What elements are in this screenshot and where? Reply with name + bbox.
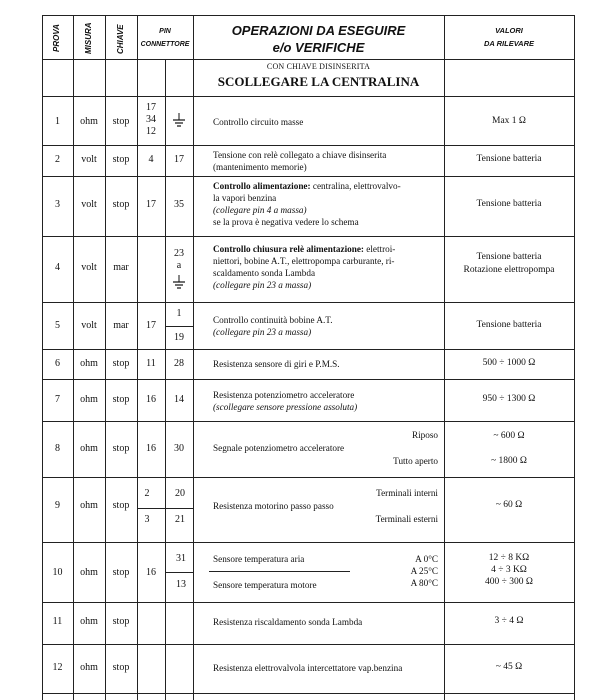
row-value: ~ 600 Ω	[493, 431, 525, 441]
description-line	[213, 279, 395, 291]
row-value: Tensione batteria	[476, 320, 542, 330]
row-description: Resistenza riscaldamento sonda Lambda	[213, 617, 363, 627]
row-misura: ohm	[80, 358, 98, 369]
row-description	[213, 243, 395, 291]
row-number: 6	[55, 358, 60, 369]
row-description	[213, 389, 357, 413]
row-value: 3 ÷ 4 Ω	[494, 616, 524, 626]
temperature-value: A 0°C	[415, 554, 438, 564]
grid-line	[42, 421, 575, 422]
row-description	[213, 314, 333, 338]
row-number: 12	[52, 662, 63, 673]
ground-symbol-icon	[172, 275, 186, 291]
grid-line	[42, 693, 575, 694]
description-line: scaldamento sonda Lambda	[213, 268, 316, 278]
row-value: ~ 1800 Ω	[491, 456, 527, 466]
description-italic: (collegare pin 4 a massa)	[213, 205, 307, 215]
row-number: 2	[55, 154, 60, 165]
row-pin-b: 30	[174, 443, 184, 454]
row-number: 9	[55, 500, 60, 511]
row-value: Max 1 Ω	[492, 116, 526, 126]
row-description: Resistenza motorino passo passo	[213, 501, 334, 511]
grid-line	[42, 349, 575, 350]
row-chiave: stop	[112, 154, 130, 165]
row-pin-a: 17	[146, 199, 156, 210]
row-chiave: stop	[112, 116, 130, 127]
grid-line	[42, 236, 575, 237]
row-pin-a: 4	[148, 154, 154, 165]
grid-line	[209, 571, 350, 572]
description-line: niettori, bobine A.T., elettropompa carburante, ri-	[213, 256, 395, 266]
row-pin-a: 2	[144, 488, 150, 499]
row-description: Resistenza sensore di giri e P.M.S.	[213, 359, 340, 369]
row-description: Sensore temperatura aria	[213, 554, 305, 564]
row-value: ~ 45 Ω	[495, 662, 523, 672]
value-line: 12 ÷ 8 KΩ	[488, 553, 530, 563]
grid-line	[42, 602, 575, 603]
row-pin-b: 28	[174, 358, 184, 369]
grid-line	[42, 15, 575, 16]
row-pin-b: 14	[174, 394, 184, 405]
row-number: 3	[55, 199, 60, 210]
grid-line	[42, 176, 575, 177]
description-line: la vapori benzina	[213, 193, 277, 203]
grid-line	[165, 572, 193, 573]
row-pin-b: 31	[176, 553, 186, 564]
description-bold: Controllo chiusura relè alimentazione:	[213, 244, 364, 254]
row-description: Controllo circuito masse	[213, 117, 304, 127]
row-misura: volt	[81, 199, 97, 210]
header-operazioni	[193, 22, 444, 56]
row-chiave: mar	[113, 320, 129, 331]
description-line: Resistenza potenziometro acceleratore	[213, 390, 355, 400]
description-italic: (collegare pin 23 a massa)	[213, 280, 312, 290]
description-italic: (scollegare sensore pressione assoluta)	[213, 402, 358, 412]
row-misura: volt	[81, 320, 97, 331]
header-chiave: CHIAVE	[116, 24, 125, 54]
row-description: Sensore temperatura motore	[213, 580, 317, 590]
row-chiave: stop	[112, 662, 130, 673]
row-number: 1	[55, 116, 60, 127]
intro-subtitle: CON CHIAVE DISINSERITA	[266, 62, 371, 71]
row-chiave: stop	[112, 358, 130, 369]
pin-value: a	[176, 260, 182, 271]
grid-line	[574, 15, 575, 700]
grid-line	[42, 145, 575, 146]
grid-line	[42, 59, 575, 60]
header-pin	[137, 25, 193, 51]
value-line: 400 ÷ 300 Ω	[485, 577, 533, 587]
value-line: 4 ÷ 3 KΩ	[491, 565, 527, 575]
row-chiave: stop	[112, 443, 130, 454]
temperature-value: A 25°C	[410, 566, 438, 576]
row-subcondition: Riposo	[411, 430, 438, 440]
row-chiave: stop	[112, 616, 130, 627]
row-description	[213, 149, 386, 173]
row-pin-b: 17	[174, 154, 184, 165]
description-line	[213, 204, 401, 216]
row-misura: volt	[81, 262, 97, 273]
row-subcondition: Terminali esterni	[375, 514, 438, 524]
row-value: Tensione batteria	[476, 199, 542, 209]
row-value: 950 ÷ 1300 Ω	[482, 394, 536, 404]
row-chiave: stop	[112, 394, 130, 405]
row-description: Resistenza elettrovalvola intercettatore vap.benzina	[213, 663, 403, 673]
header-prova: PROVA	[52, 24, 61, 52]
description-italic: (collegare pin 23 a massa)	[213, 327, 312, 337]
grid-line	[137, 508, 193, 509]
description-rest: elettroi-	[363, 244, 396, 254]
header-pin-line2: CONNETTORE	[140, 41, 190, 48]
row-pin-a: 16	[146, 443, 156, 454]
row-value	[444, 251, 574, 277]
grid-line	[42, 477, 575, 478]
row-number: 8	[55, 443, 60, 454]
row-pin-b: 35	[174, 199, 184, 210]
intro-title: SCOLLEGARE LA CENTRALINA	[217, 74, 420, 89]
description-line	[213, 326, 333, 338]
description-line	[213, 401, 357, 413]
row-chiave: mar	[113, 262, 129, 273]
header-pin-line1: PIN	[159, 28, 171, 35]
row-number: 5	[55, 320, 60, 331]
row-misura: volt	[81, 154, 97, 165]
row-subcondition: Tutto aperto	[393, 456, 438, 466]
description-line: se la prova è negativa vedere lo schema	[213, 217, 359, 227]
pin-value: 34	[146, 114, 156, 125]
grid-line	[193, 15, 194, 700]
row-pin-b: 21	[175, 514, 185, 525]
description-line: (mantenimento memorie)	[213, 162, 307, 172]
description-line	[213, 180, 401, 192]
row-pin-a: 16	[146, 394, 156, 405]
row-pin-a: 17	[146, 320, 156, 331]
row-pin-b	[165, 248, 193, 272]
row-value: ~ 60 Ω	[495, 500, 523, 510]
ground-symbol-icon	[172, 113, 186, 129]
row-misura: ohm	[80, 394, 98, 405]
description-line	[213, 243, 395, 255]
row-value	[444, 552, 574, 588]
row-pin-b: 19	[174, 332, 184, 343]
row-subcondition: Terminali interni	[376, 488, 438, 498]
temperature-value: A 80°C	[410, 578, 438, 588]
row-description: Segnale potenziometro acceleratore	[213, 443, 345, 453]
header-valori-line1: VALORI	[495, 26, 523, 35]
row-pin-a: 16	[146, 567, 156, 578]
row-number: 11	[52, 616, 63, 627]
row-pin-b: 1	[176, 308, 182, 319]
row-description	[213, 180, 401, 228]
description-line: Controllo continuità bobine A.T.	[213, 315, 333, 325]
value-line: Rotazione elettropompa	[463, 265, 555, 275]
header-operazioni-line1: OPERAZIONI DA ESEGUIRE	[231, 23, 406, 38]
row-pin-b: 13	[176, 579, 186, 590]
pin-value: 23	[174, 248, 184, 259]
row-pin-a: 11	[146, 358, 156, 369]
header-misura: MISURA	[84, 22, 93, 54]
grid-line	[165, 326, 193, 327]
grid-line	[42, 302, 575, 303]
header-valori	[444, 24, 574, 50]
row-misura: ohm	[80, 500, 98, 511]
header-valori-line2: DA RILEVARE	[483, 39, 534, 48]
row-misura: ohm	[80, 116, 98, 127]
value-line: Tensione batteria	[476, 252, 542, 262]
pin-value: 12	[146, 126, 156, 137]
grid-line	[42, 542, 575, 543]
row-chiave: stop	[112, 199, 130, 210]
row-misura: ohm	[80, 567, 98, 578]
row-number: 10	[52, 567, 63, 578]
row-value: Tensione batteria	[476, 154, 542, 164]
row-number: 7	[55, 394, 60, 405]
grid-line	[42, 644, 575, 645]
row-number: 4	[55, 262, 60, 273]
pin-value: 17	[146, 102, 156, 113]
row-pin-a: 3	[144, 514, 150, 525]
grid-line	[42, 379, 575, 380]
row-value: 500 ÷ 1000 Ω	[482, 358, 536, 368]
description-bold: Controllo alimentazione:	[213, 181, 311, 191]
row-misura: ohm	[80, 662, 98, 673]
description-rest: centralina, elettrovalvo-	[310, 181, 401, 191]
row-chiave: stop	[112, 500, 130, 511]
row-misura: ohm	[80, 616, 98, 627]
description-line: Tensione con relè collegato a chiave disinserita	[213, 150, 387, 160]
row-misura: ohm	[80, 443, 98, 454]
grid-line	[42, 96, 575, 97]
temperature-label	[380, 553, 438, 589]
row-pin-a	[137, 102, 165, 138]
header-operazioni-line2: e/o VERIFICHE	[272, 40, 365, 55]
row-chiave: stop	[112, 567, 130, 578]
row-pin-b: 20	[175, 488, 185, 499]
